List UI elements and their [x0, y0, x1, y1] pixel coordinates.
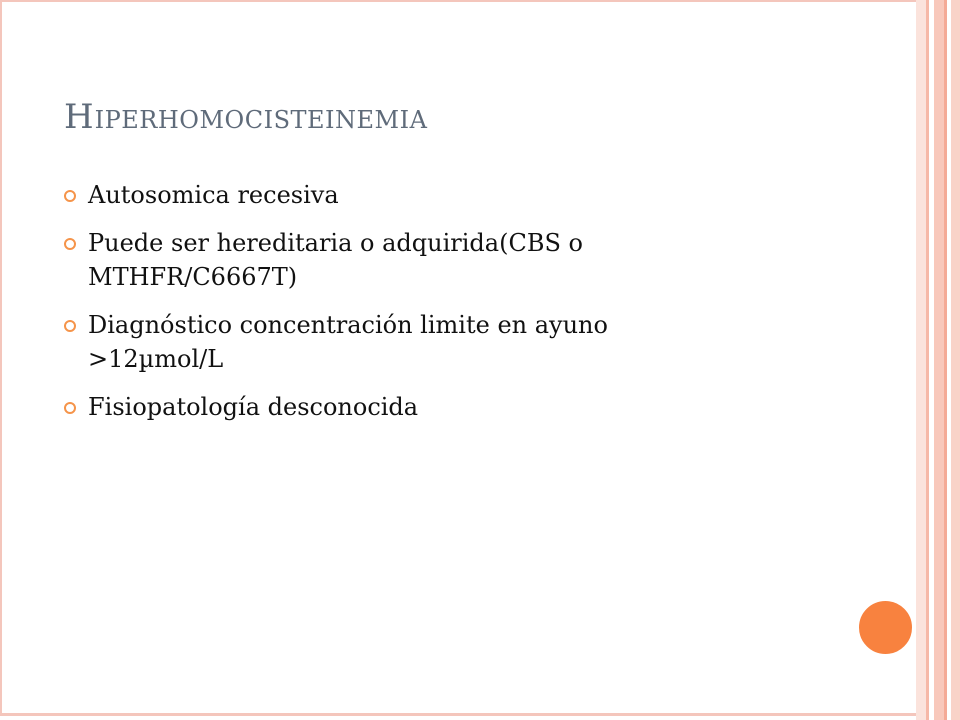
bullet-text: Puede ser hereditaria o adquirida(CBS o MTHFR/C6667T): [88, 229, 583, 291]
decorative-stripes: [916, 0, 960, 720]
stripe: [934, 0, 944, 720]
bullet-text: Diagnóstico concentración limite en ayuno >12µmol/L: [88, 311, 608, 373]
stripe: [916, 0, 926, 720]
hollow-circle-bullet-icon: [64, 190, 76, 202]
bullet-text: Fisiopatología desconocida: [88, 393, 419, 421]
slide-title: [64, 97, 428, 137]
stripe: [951, 0, 960, 720]
list-item: [64, 178, 844, 212]
hollow-circle-bullet-icon: [64, 402, 76, 414]
title-first-letter: H: [64, 97, 95, 137]
hollow-circle-bullet-icon: [64, 320, 76, 332]
title-rest: IPERHOMOCISTEINEMIA: [94, 106, 428, 134]
list-item: [64, 226, 844, 294]
list-item: [64, 308, 844, 376]
list-item: [64, 390, 844, 424]
bullet-text: Autosomica recesiva: [88, 181, 339, 209]
bullet-list: [64, 178, 844, 438]
orange-circle-icon: [857, 599, 914, 656]
hollow-circle-bullet-icon: [64, 238, 76, 250]
